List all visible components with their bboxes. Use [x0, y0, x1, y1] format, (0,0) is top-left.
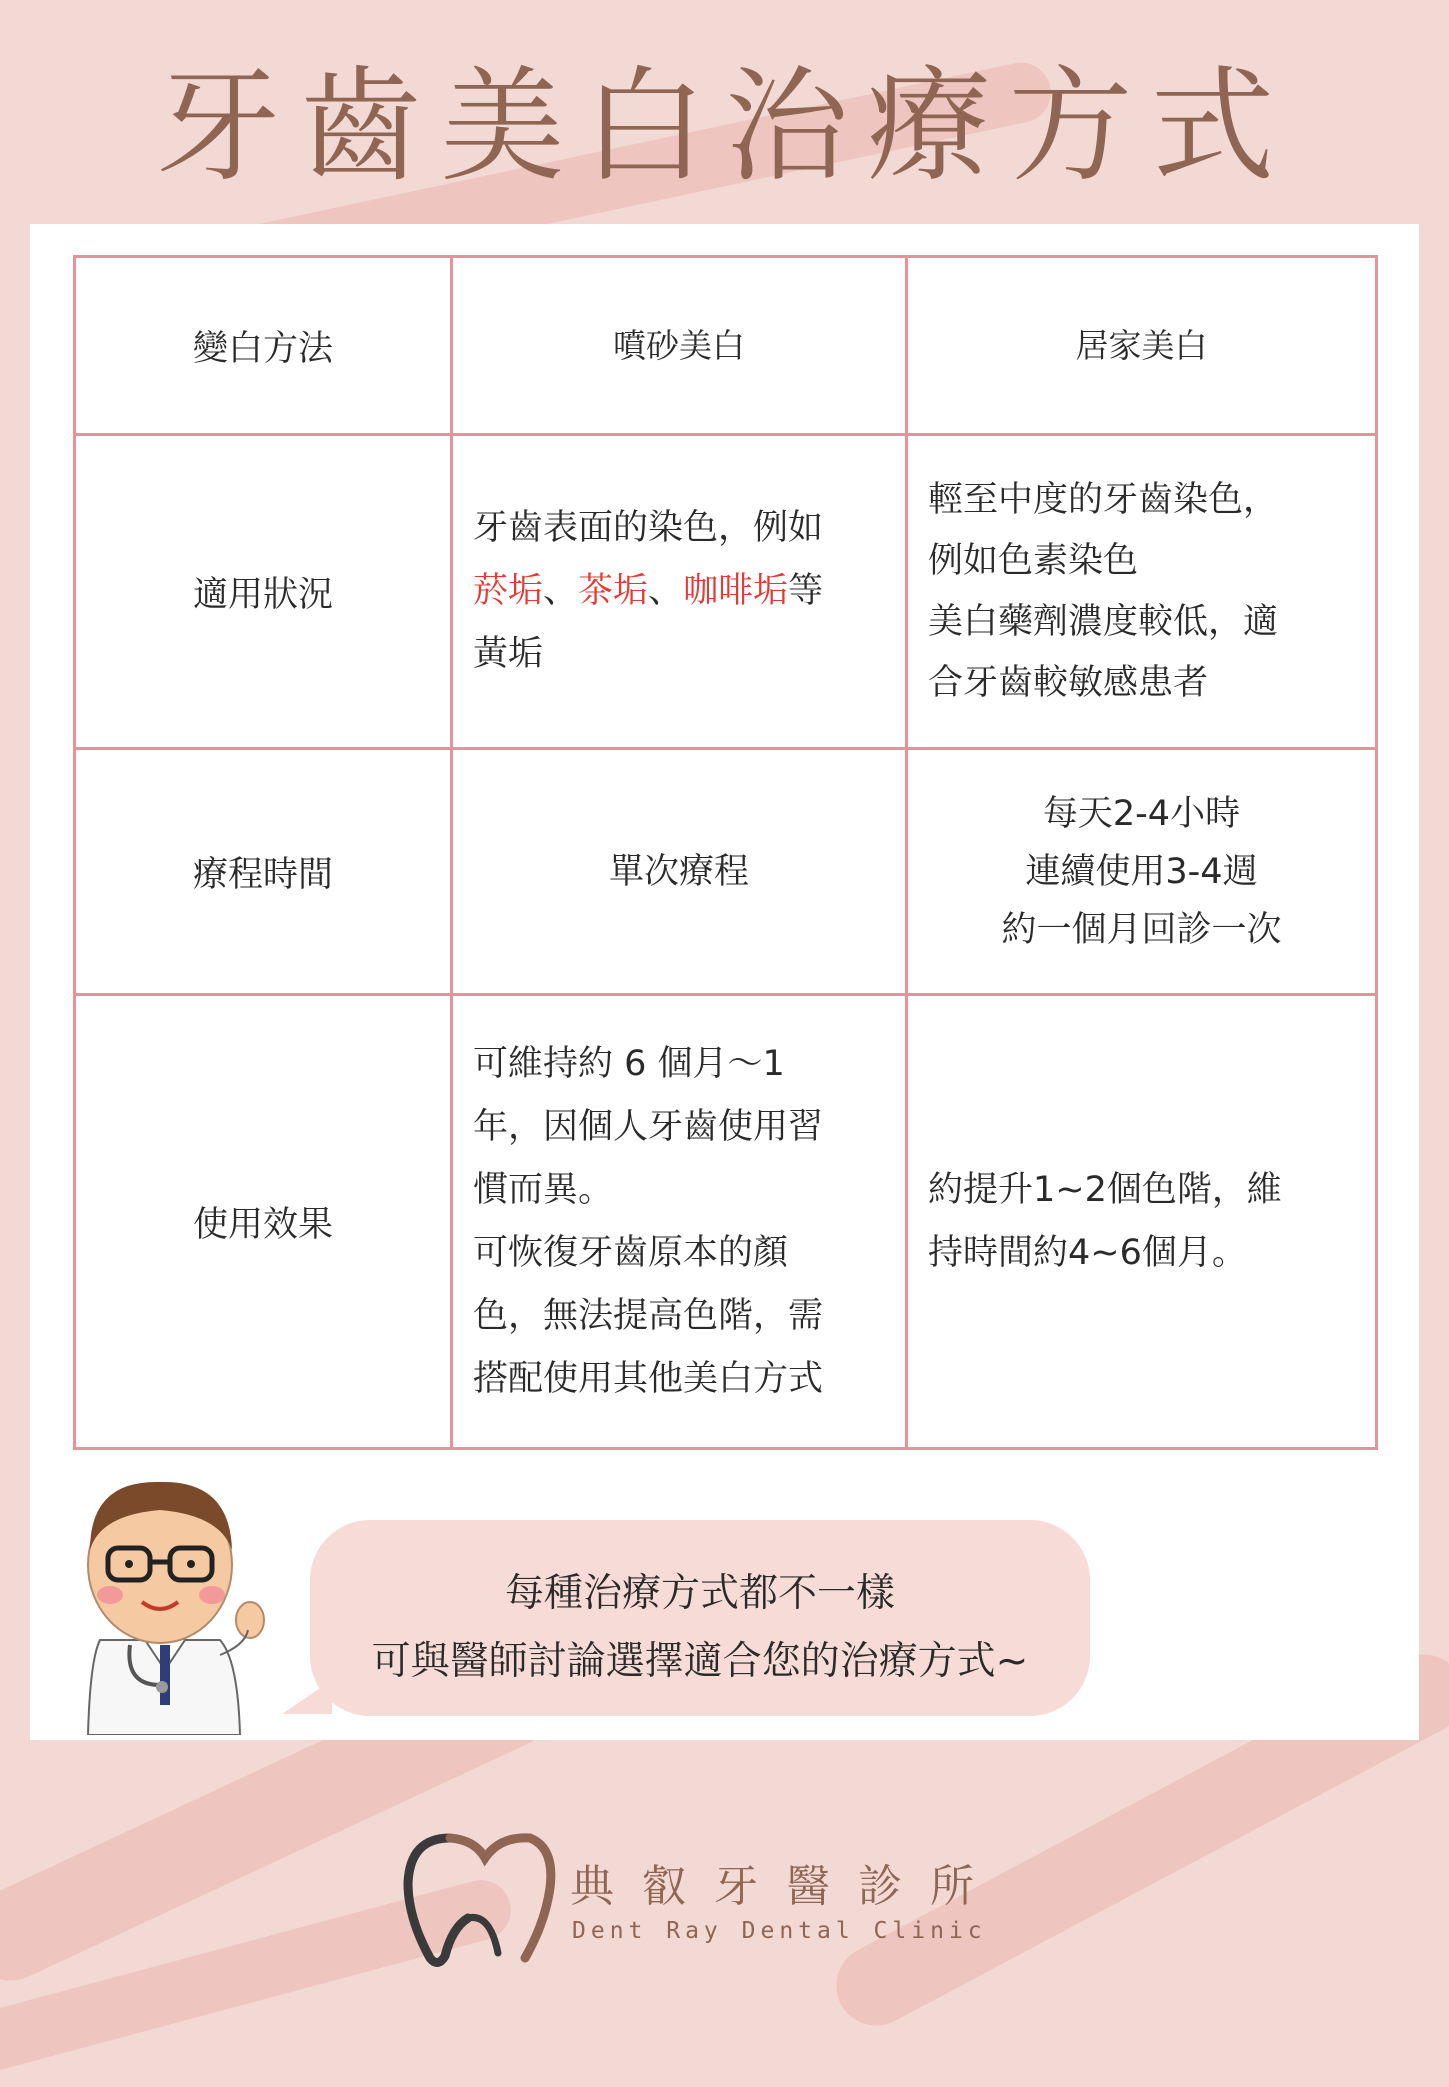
- row-label-suitable: 適用狀況: [75, 435, 452, 749]
- table-row: [75, 749, 1377, 995]
- bubble-line-2: 可與醫師討論選擇適合您的治療方式~: [371, 1639, 1029, 1684]
- whitening-comparison-table: [73, 255, 1378, 1450]
- highlight-tea: 茶垢: [578, 571, 649, 611]
- bubble-line-1: 每種治療方式都不一樣: [504, 1571, 895, 1616]
- highlight-tobacco: 菸垢: [473, 571, 544, 611]
- header-method: 變白方法: [75, 257, 452, 435]
- cell-sandblast-effect: 可維持約 6 個月～1 年，因個人牙齒使用習 慣而異。 可恢復牙齒原本的顏 色，無法提高色階，需 搭配使用其他美白方式: [452, 995, 907, 1449]
- highlight-coffee: 咖啡垢: [683, 571, 789, 611]
- doctor-illustration: [70, 1470, 265, 1735]
- cell-sandblast-suitable: 牙齒表面的染色，例如 菸垢、茶垢、咖啡垢等 黃垢: [452, 435, 907, 749]
- row-label-effect: 使用效果: [75, 995, 452, 1449]
- page-title: 牙齒美白治療方式: [156, 55, 1293, 199]
- speech-bubble: [310, 1520, 1090, 1716]
- clinic-english-name: Dent Ray Dental Clinic: [572, 1918, 987, 1944]
- clinic-name: 典叡牙醫診所: [570, 1861, 1002, 1912]
- tooth-logo-icon: [390, 1818, 565, 1968]
- row-label-duration: 療程時間: [75, 749, 452, 995]
- cell-home-suitable: 輕至中度的牙齒染色， 例如色素染色 美白藥劑濃度較低，適 合牙齒較敏感患者: [907, 435, 1377, 749]
- cell-home-duration: 每天2-4小時 連續使用3-4週 約一個月回診一次: [907, 749, 1377, 995]
- header-home: 居家美白: [907, 257, 1377, 435]
- table-row: [75, 435, 1377, 749]
- cell-home-effect: 約提升1~2個色階，維 持時間約4~6個月。: [907, 995, 1377, 1449]
- table-header-row: [75, 257, 1377, 435]
- table-row: [75, 995, 1377, 1449]
- cell-sandblast-duration: 單次療程: [452, 749, 907, 995]
- header-sandblast: 噴砂美白: [452, 257, 907, 435]
